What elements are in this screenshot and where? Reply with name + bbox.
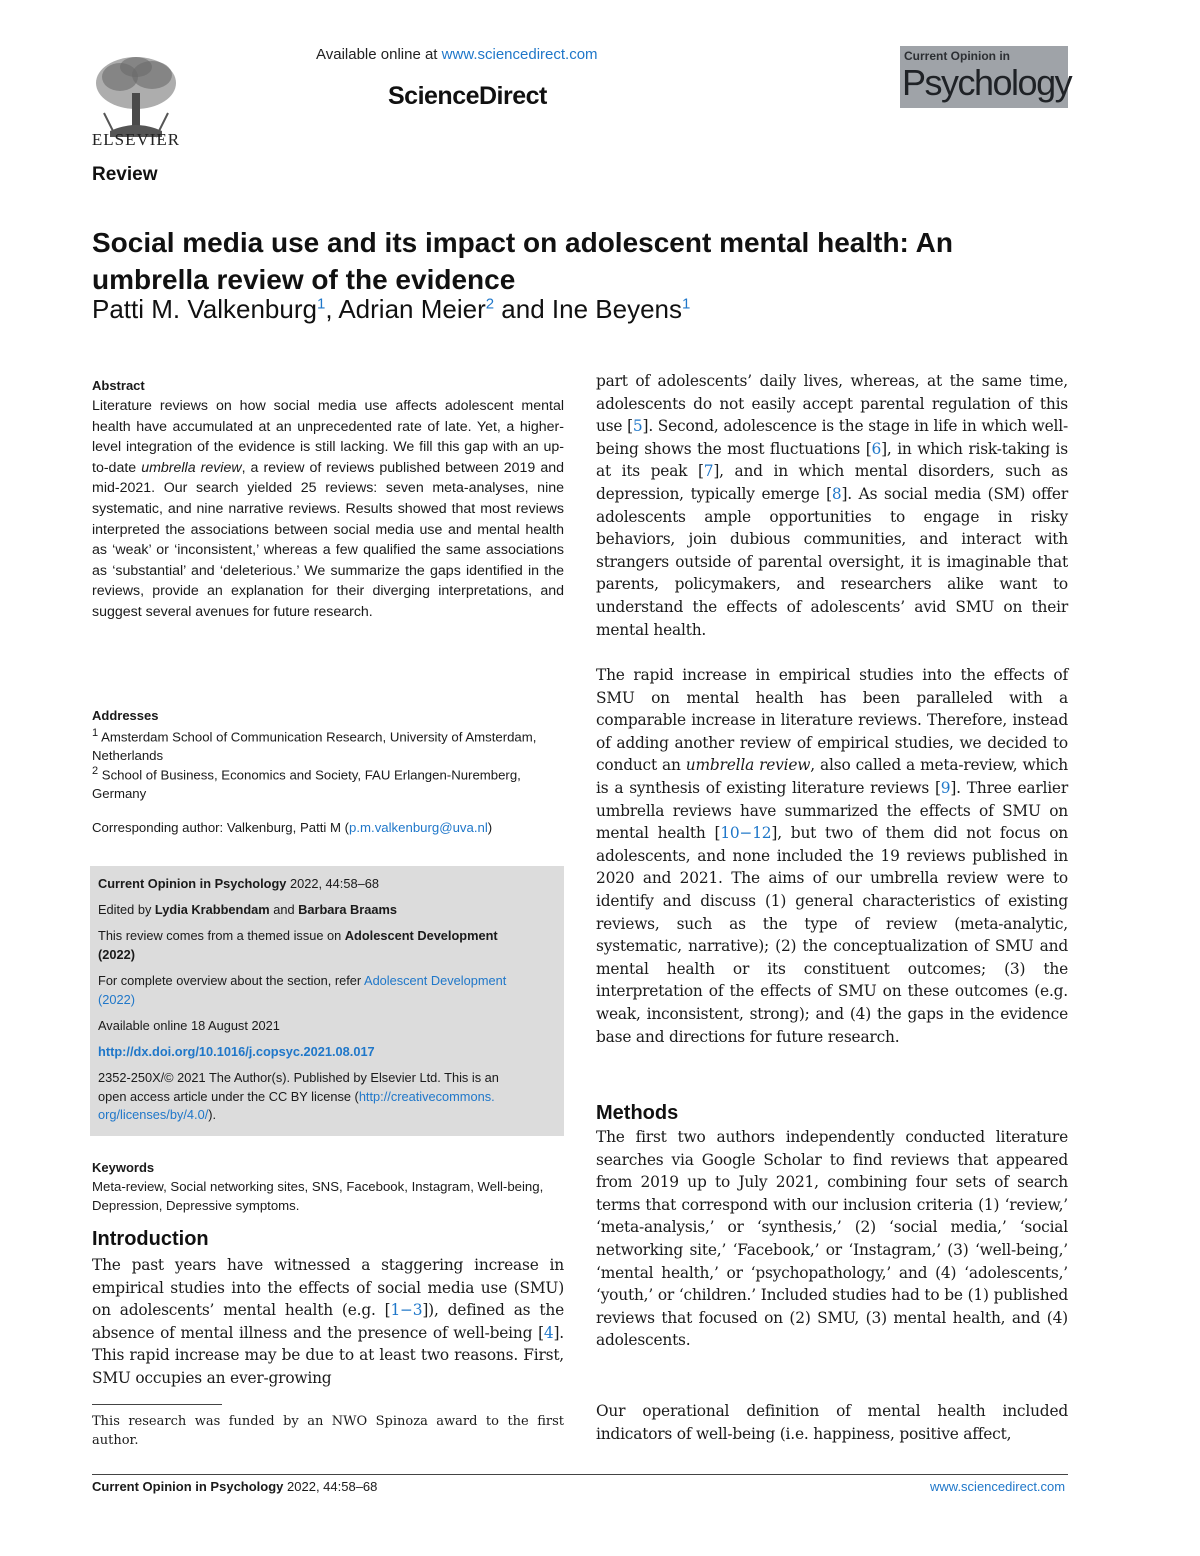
license-link[interactable]: org/licenses/by/4.0/ [98, 1107, 209, 1122]
section-overview-link[interactable]: Adolescent Development [364, 973, 507, 988]
addresses-heading: Addresses [92, 708, 159, 723]
available-online-line: Available online at www.sciencedirect.com [316, 46, 598, 63]
box-citation: Current Opinion in Psychology 2022, 44:58–68 [98, 876, 379, 891]
citation-link[interactable]: 8 [831, 484, 842, 503]
address-item: $^1$ Amsterdam School of Communication Research, University of Amsterdam, Netherlands [92, 727, 537, 763]
funding-footnote: This research was funded by an NWO Spinoza award to the first author. [92, 1414, 564, 1448]
author-name: Ine Beyens [551, 294, 682, 324]
footer-citation: Current Opinion in Psychology 2022, 44:58–68 [92, 1479, 378, 1494]
citation-link[interactable]: 7 [703, 462, 714, 481]
box-themed-issue: This review comes from a themed issue on Adolescent Development (2022) [98, 928, 498, 962]
article-info-box [90, 866, 564, 1136]
affiliation-marker[interactable]: 1 [682, 295, 691, 313]
box-license: 2352-250X/© 2021 The Author(s). Published by Elsevier Ltd. This is an open access article under the CC BY license (http://creativecommons. org/licenses/by/4.0/). [98, 1070, 499, 1122]
citation-link[interactable]: 1−3 [390, 1301, 423, 1320]
corresponding-author: Corresponding author: Valkenburg, Patti M (p.m.valkenburg@uva.nl) [92, 820, 493, 835]
footnote-divider [92, 1404, 222, 1405]
section-overview-link[interactable]: (2022) [98, 991, 135, 1007]
journal-badge [900, 46, 1072, 108]
author-name: Patti M. Valkenburg [92, 294, 317, 324]
journal-badge-big: Psychology [902, 62, 1072, 103]
sciencedirect-link[interactable]: www.sciencedirect.com [441, 46, 598, 63]
affiliation-marker[interactable]: 1 [316, 295, 326, 313]
keywords-heading: Keywords [92, 1160, 155, 1175]
journal-badge-small: Current Opinion in [904, 49, 1010, 63]
article-title: Social media use and its impact on adolescent mental health: An umbrella review of the evidence [92, 227, 953, 295]
citation-link[interactable]: 5 [632, 417, 643, 436]
citation-link[interactable]: 10−12 [720, 824, 772, 843]
keywords-text: Meta-review, Social networking sites, SNS, Facebook, Instagram, Well-being, Depression, Depressive symptoms. [92, 1179, 544, 1213]
methods-paragraph: The first two authors independently conducted literature searches via Google Scholar to find reviews that appeared from 2019 up to July 2021, combining four sets of search terms that correspond with our inclusion criteria (1) ‘review,’ ‘meta-analysis,’ or ‘synthesis,’ (2) ‘social media,’ ‘social networking site,’ ‘Facebook,’ or ‘Instagram,’ (3) ‘well-being,’ ‘mental health,’ or ‘psychopathology,’ and (4) ‘adolescents,’ ‘youth,’ or ‘children.’ Included studies had to be (1) published reviews that focused on (2) SMU, (3) mental health, and (4) adolescents. [596, 1128, 1068, 1350]
abstract-text: Literature reviews on how social media use affects adolescent mental health have accumulated at an unprecedented rate of late. Yet, a higher-level integration of the evidence is still lacking. We fill this gap with an up-to-date umbrella review, a review of reviews published between 2019 and mid-2021. Our search yielded 25 reviews: seven meta-analyses, nine systematic, and nine narrative reviews. Results showed that most reviews interpreted the associations between social media use and mental health as ‘weak’ or ‘inconsistent,’ whereas a few qualified the same associations as ‘substantial’ and ‘deleterious.’ We summarize the gaps identified in the reviews, provide an explanation for their diverging interpretations, and suggest several avenues for future research. [92, 398, 564, 620]
footer-divider [92, 1474, 1068, 1475]
box-overview: For complete overview about the section, refer Adolescent Development (2022) [98, 973, 507, 1007]
citation-link[interactable]: 6 [871, 439, 882, 458]
footer-url-link[interactable]: www.sciencedirect.com [930, 1479, 1066, 1494]
box-editors: Edited by Lydia Krabbendam and Barbara Braams [98, 902, 398, 917]
publisher-wordmark: ELSEVIER [91, 130, 181, 149]
affiliation-marker[interactable]: 2 [485, 295, 495, 313]
citation-link[interactable]: 4 [543, 1323, 554, 1342]
methods-heading: Methods [596, 1102, 679, 1124]
citation-link[interactable]: 9 [940, 778, 951, 797]
methods-paragraph: Our operational definition of mental health included indicators of well-being (i.e. happiness, positive affect, [596, 1402, 1068, 1443]
author-name: Adrian Meier [338, 294, 486, 324]
author-list: Patti M. Valkenburg$^1$, Adrian Meier$^2$ and Ine Beyens$^1$ [92, 294, 691, 324]
body-paragraph: The rapid increase in empirical studies into the effects of SMU on mental health has been paralleled with a comparable increase in literature reviews. Therefore, instead of adding another review of empirical studies, we decided to conduct an umbrella review, also called a meta-review, which is a synthesis of existing literature reviews [9]. Three earlier umbrella reviews have summarized the effects of SMU on mental health [10−12], but two of them did not focus on adolescents, and none included the 19 reviews published in 2020 and 2021. The aims of our umbrella review were to identify and discuss (1) general characteristics of existing reviews, such as the type of review (meta-analytic, systematic, narrative); (2) the conceptualization of SMU and mental health or its constituent outcomes; (3) the interpretation of the effects of SMU on these outcomes (e.g. weak, inconsistent, strong); and (4) the gaps in the evidence base and directions for future research. [596, 666, 1069, 1046]
article-type: Review [92, 164, 158, 185]
box-available-date: Available online 18 August 2021 [98, 1018, 280, 1033]
doi-link[interactable]: http://dx.doi.org/10.1016/j.copsyc.2021.08.017 [98, 1044, 375, 1059]
body-paragraph: part of adolescents’ daily lives, whereas, at the same time, adolescents do not easily accept parental regulation of this use [5]. Second, adolescence is the stage in life in which well-being shows the most fluctuations [6], in which risk-taking is at its peak [7], and in which mental disorders, such as depression, typically emerge [8]. As social media (SM) offer adolescents ample opportunities to engage in risky behaviors, join dubious communities, and interact with strangers outside of parental oversight, it is imaginable that parents, policymakers, and researchers alike want to understand the effects of adolescents’ avid SMU on their mental health. [596, 372, 1068, 639]
introduction-paragraph: The past years have witnessed a staggering increase in empirical studies into the effects of social media use (SMU) on adolescents’ mental health (e.g. [1−3]), defined as the absence of mental illness and the presence of well-being [4]. This rapid increase may be due to at least two reasons. First, SMU occupies an ever-growing [92, 1256, 564, 1387]
address-item: $^2$ School of Business, Economics and Society, FAU Erlangen-Nuremberg, Germany [92, 765, 521, 801]
email-link[interactable]: p.m.valkenburg@uva.nl [349, 820, 488, 835]
license-link[interactable]: http://creativecommons. [358, 1088, 495, 1104]
abstract-heading: Abstract [92, 378, 145, 393]
sciencedirect-brand: ScienceDirect [388, 82, 547, 110]
introduction-heading: Introduction [92, 1228, 209, 1250]
